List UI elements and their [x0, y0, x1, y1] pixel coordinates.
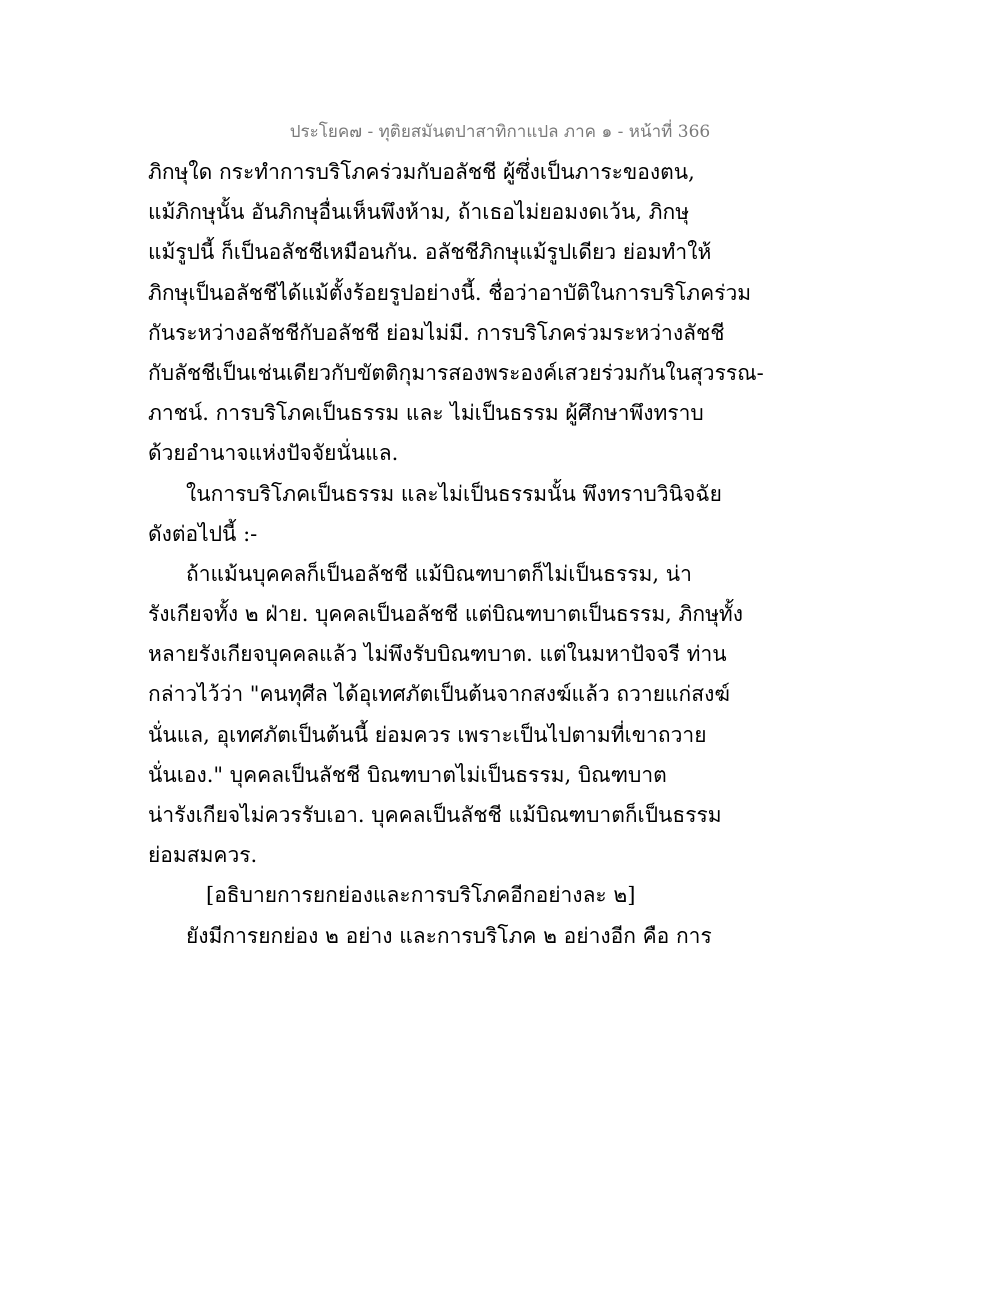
text-line: ภิกษุเป็นอลัชชีได้แม้ตั้งร้อยรูปอย่างนี้. ชื่อว่าอาบัติในการบริโภคร่วม — [148, 280, 752, 305]
section-heading: [อธิบายการยกย่องและการบริโภคอีกอย่างละ ๒] — [206, 883, 636, 908]
text-line: กันระหว่างอลัชชีกับอลัชชี ย่อมไม่มี. การบริโภคร่วมระหว่างลัชชี — [148, 320, 725, 345]
text-line: ภิกษุใด กระทำการบริโภคร่วมกับอลัชชี ผู้ซึ่งเป็นภาระของตน, — [148, 160, 695, 184]
running-head: ประโยค๗ - ทุติยสมันตปาสาทิกาแปล ภาค ๑ - หน้าที่ 366 — [289, 122, 711, 142]
body-text — [148, 152, 764, 956]
text-line: ภาชน์. การบริโภคเป็นธรรม และ ไม่เป็นธรรม ผู้ศึกษาพึงทราบ — [148, 401, 704, 426]
paragraph-start-line: ถ้าแม้นบุคคลก็เป็นอลัชชี แม้บิณฑบาตก็ไม่เป็นธรรม, น่า — [186, 561, 692, 586]
text-line: ย่อมสมควร. — [148, 843, 258, 868]
text-line: น่ารังเกียจไม่ควรรับเอา. บุคคลเป็นลัชชี แม้บิณฑบาตก็เป็นธรรม — [148, 803, 722, 827]
text-line: รังเกียจทั้ง ๒ ฝ่าย. บุคคลเป็นอลัชชี แต่บิณฑบาตเป็นธรรม, ภิกษุทั้ง — [148, 602, 744, 627]
text-line: แม้ภิกษุนั้น อันภิกษุอื่นเห็นพึงห้าม, ถ้าเธอไม่ยอมงดเว้น, ภิกษุ — [148, 200, 690, 225]
text-line: นั่นเอง." บุคคลเป็นลัชชี บิณฑบาตไม่เป็นธรรม, บิณฑบาต — [148, 762, 667, 787]
paragraph-start-line: ยังมีการยกย่อง ๒ อย่าง และการบริโภค ๒ อย่างอีก คือ การ — [186, 923, 712, 948]
text-line: นั่นแล, อุเทศภัตเป็นต้นนี้ ย่อมควร เพราะเป็นไปตามที่เขาถวาย — [148, 722, 707, 747]
text-line: แม้รูปนี้ ก็เป็นอลัชชีเหมือนกัน. อลัชชีภิกษุแม้รูปเดียว ย่อมทำให้ — [148, 240, 712, 265]
text-line: ดังต่อไปนี้ :- — [148, 521, 258, 546]
text-line: กับลัชชีเป็นเช่นเดียวกับขัตติกุมารสองพระองค์เสวยร่วมกันในสุวรรณ- — [148, 360, 764, 385]
paragraph-start-line: ในการบริโภคเป็นธรรม และไม่เป็นธรรมนั้น พึงทราบวินิจฉัย — [186, 481, 722, 506]
text-line: กล่าวไว้ว่า "คนทุศีล ได้อุเทศภัตเป็นต้นจากสงฆ์แล้ว ถวายแก่สงฆ์ — [148, 682, 730, 707]
text-line: ด้วยอำนาจแห่งปัจจัยนั่นแล. — [148, 441, 399, 466]
text-line: หลายรังเกียจบุคคลแล้ว ไม่พึงรับบิณฑบาต. แต่ในมหาปัจจรี ท่าน — [148, 642, 727, 667]
